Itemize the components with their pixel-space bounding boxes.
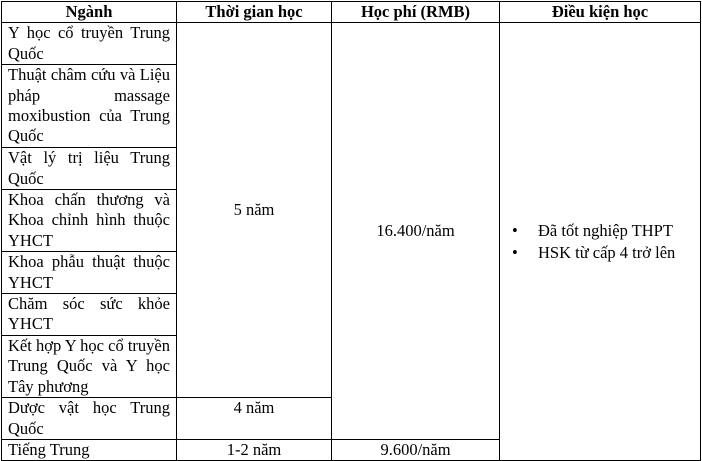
major-cell: Thuật châm cứu và Liệu pháp massage moxibustion của Trung Quốc — [2, 65, 177, 148]
table-row — [2, 23, 701, 65]
duration-cell: 5 năm — [177, 23, 332, 398]
major-cell: Chăm sóc sức khỏe YHCT — [2, 294, 177, 336]
requirements-cell — [500, 23, 701, 461]
header-requirements: Điều kiện học — [500, 2, 701, 23]
requirements-list — [506, 220, 694, 264]
header-duration: Thời gian học — [177, 2, 332, 23]
tuition-table — [1, 1, 701, 461]
major-cell: Khoa chấn thương và Khoa chỉnh hình thuộc YHCT — [2, 190, 177, 252]
header-tuition: Học phí (RMB) — [332, 2, 500, 23]
major-cell: Y học cổ truyền Trung Quốc — [2, 23, 177, 65]
requirement-item: • HSK từ cấp 4 trở lên — [538, 242, 694, 264]
header-row — [2, 2, 701, 23]
major-cell: Tiếng Trung — [2, 439, 177, 460]
major-cell: Dược vật học Trung Quốc — [2, 398, 177, 440]
duration-cell: 4 năm — [177, 398, 332, 440]
major-cell: Kết hợp Y học cổ truyền Trung Quốc và Y học Tây phương — [2, 335, 177, 397]
tuition-cell: 9.600/năm — [332, 439, 500, 460]
major-cell: Vật lý trị liệu Trung Quốc — [2, 148, 177, 190]
major-cell: Khoa phẫu thuật thuộc YHCT — [2, 252, 177, 294]
duration-cell: 1-2 năm — [177, 439, 332, 460]
header-major: Ngành — [2, 2, 177, 23]
requirement-item: • Đã tốt nghiệp THPT — [538, 220, 694, 242]
tuition-cell: 16.400/năm — [332, 23, 500, 440]
